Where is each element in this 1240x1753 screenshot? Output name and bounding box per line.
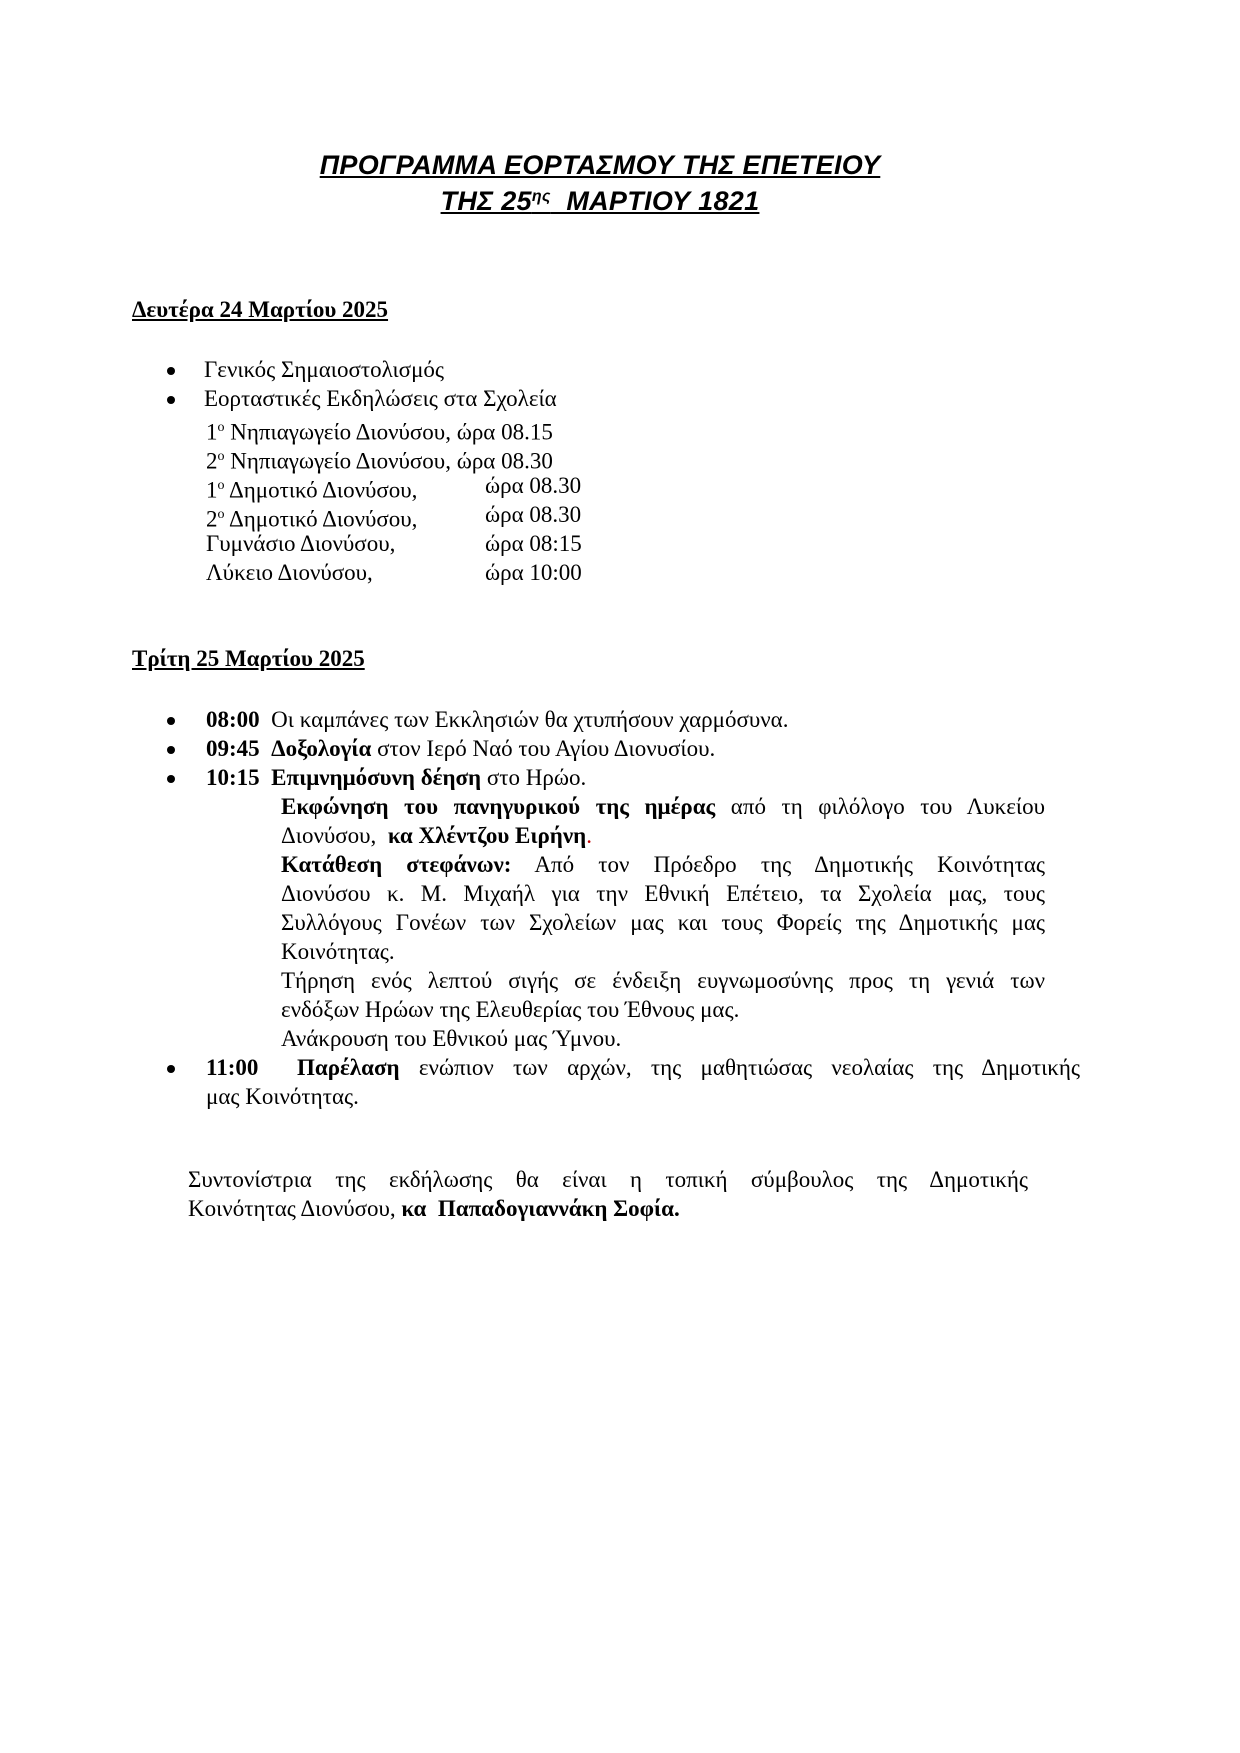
school-row: $2^o$ Νηπιαγωγείο Διονύσου, ώρα 08.30 (206, 448, 553, 474)
speech-line2: Διονύσου, κα Χλέντζου Ειρήνη. (281, 823, 592, 848)
schedule-item-1015: 10:15 Επιμνημόσυνη δέηση στο Ηρώο. (206, 765, 587, 790)
school-time: ώρα 08.30 (485, 473, 582, 498)
school-time: ώρα 08:15 (485, 531, 582, 556)
day1-heading: Δευτέρα 24 Μαρτίου 2025 (132, 297, 389, 322)
school-time: ώρα 08.30 (485, 502, 582, 527)
bullet-marker (167, 717, 175, 725)
coordinator-line2: Κοινότητας Διονύσου, κα Παπαδογιαννάκη Σοφία. (188, 1196, 680, 1221)
coordinator-line1: Συντονίστρια της εκδήλωσης θα είναι η τοπική σύμβουλος της Δημοτικής (188, 1167, 1028, 1192)
wreaths-line4: Κοινότητας. (281, 939, 395, 964)
school-row: $1^o$ Νηπιαγωγείο Διονύσου, ώρα 08.15 (206, 419, 553, 445)
title-suffix: ΜΑΡΤΙΟΥ 1821 (550, 186, 760, 216)
anthem-line: Ανάκρουση του Εθνικού μας Ύμνου. (281, 1026, 622, 1051)
bullet-marker (167, 396, 175, 404)
bullet-marker (167, 775, 175, 783)
school-time: ώρα 10:00 (485, 560, 582, 585)
school-row: Γυμνάσιο Διονύσου, (206, 531, 396, 556)
wreaths-line1: Κατάθεση στεφάνων: Από τον Πρόεδρο της Δημοτικής Κοινότητας (281, 852, 1045, 877)
day2-heading: Τρίτη 25 Μαρτίου 2025 (132, 646, 365, 671)
schedule-item-1100: 11:00 Παρέλαση ενώπιον των αρχών, της μαθητιώσας νεολαίας της Δημοτικής (206, 1055, 1080, 1080)
schedule-item-0800: 08:00 Οι καμπάνες των Εκκλησιών θα χτυπήσουν χαρμόσυνα. (206, 707, 789, 732)
schedule-item-0945: 09:45 Δοξολογία στον Ιερό Ναό του Αγίου Διονυσίου. (206, 736, 716, 761)
title-prefix: ΤΗΣ 25 (440, 186, 532, 216)
title-superscript: ης (531, 188, 551, 205)
school-row: Λύκειο Διονύσου, (206, 560, 373, 585)
day1-bullet-2: Εορταστικές Εκδηλώσεις στα Σχολεία (204, 386, 557, 411)
school-row: $1^o$ Δημοτικό Διονύσου, (206, 477, 418, 503)
wreaths-line2: Διονύσου κ. Μ. Μιχαήλ για την Εθνική Επέτειο, τα Σχολεία μας, τους (281, 881, 1045, 906)
bullet-marker (167, 367, 175, 375)
document-title-line1: ΠΡΟΓΡΑΜΜΑ ΕΟΡΤΑΣΜΟΥ ΤΗΣ ΕΠΕΤΕΙΟΥ (319, 150, 881, 180)
document-title-line2 (0, 186, 1200, 217)
day1-bullet-1: Γενικός Σημαιοστολισμός (204, 357, 445, 382)
schedule-item-1100-line2: μας Κοινότητας. (206, 1084, 359, 1109)
bullet-marker (167, 1065, 175, 1073)
school-row: $2^o$ Δημοτικό Διονύσου, (206, 506, 418, 532)
bullet-marker (167, 746, 175, 754)
silence-line1: Τήρηση ενός λεπτού σιγής σε ένδειξη ευγνωμοσύνης προς τη γενιά των (281, 968, 1045, 993)
silence-line2: ενδόξων Ηρώων της Ελευθερίας του Έθνους μας. (281, 997, 740, 1022)
speech-line1: Εκφώνηση του πανηγυρικού της ημέρας από τη φιλόλογο του Λυκείου (281, 794, 1045, 819)
wreaths-line3: Συλλόγους Γονέων των Σχολείων μας και τους Φορείς της Δημοτικής μας (281, 910, 1045, 935)
